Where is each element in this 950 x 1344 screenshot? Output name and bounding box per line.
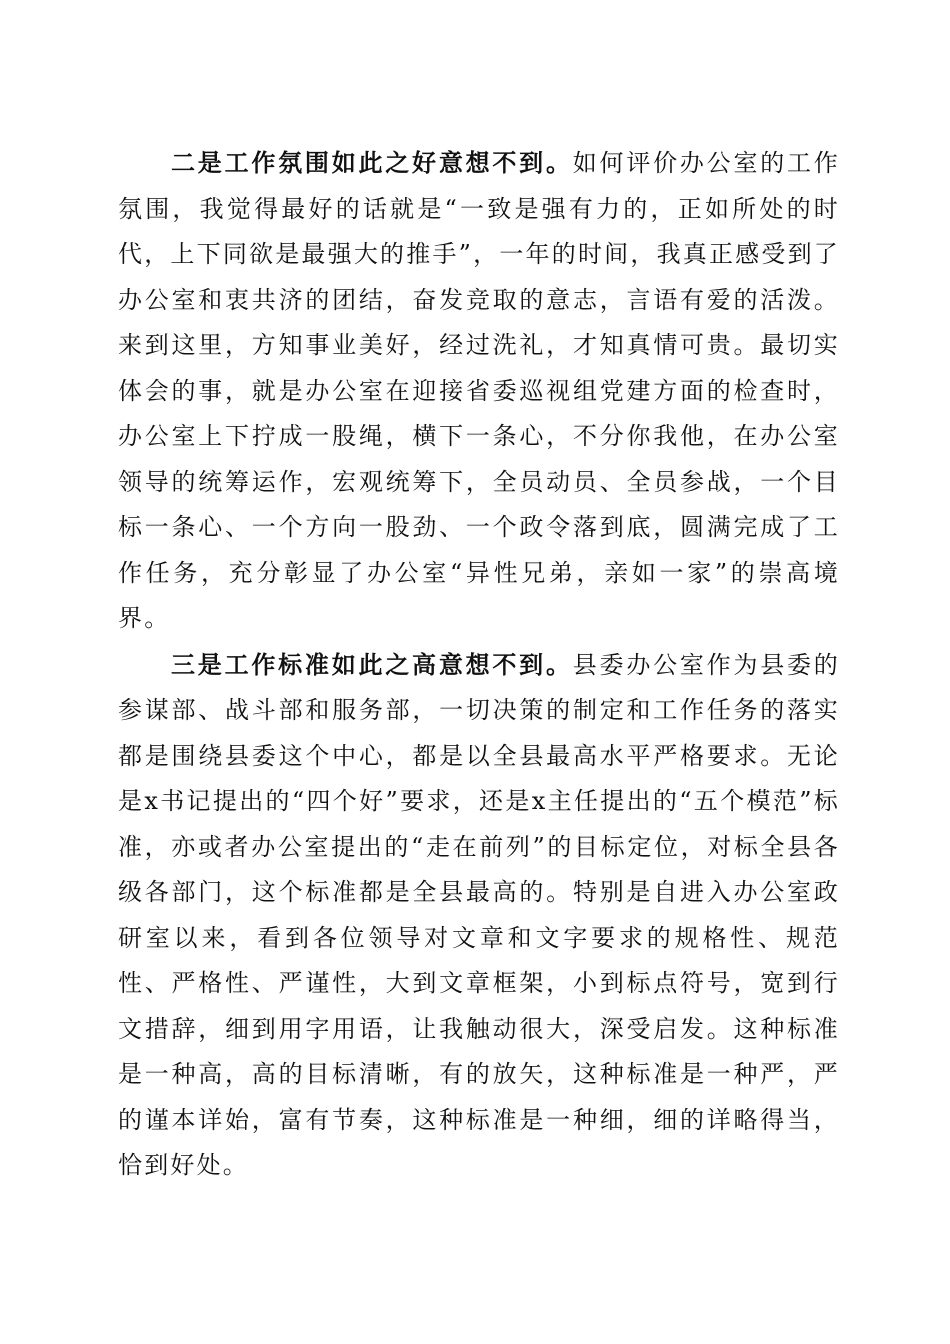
paragraph-body: 县委办公室作为县委的参谋部、战斗部和服务部，一切决策的制定和工作任务的落实都是围绕县委这个中心，都是以全县最高水平严格要求。无论是x书记提出的“四个好”要求，还是x主任提出的“五个模范”标准，亦或者办公室提出的“走在前列”的目标定位，对标全县各级各部门，这个标准都是全县最高的。特别是自进入办公室政研室以来，看到各位领导对文章和文字要求的规格性、规范性、严格性、严谨性，大到文章框架，小到标点符号，宽到行文措辞，细到用字用语，让我触动很大，深受启发。这种标准是一种高，高的目标清晰，有的放矢，这种标准是一种严，严的谨本详始，富有节奏，这种标准是一种细，细的详略得当，恰到好处。 bbox=[118, 650, 840, 1179]
paragraph-lead: 三是工作标准如此之高意想不到。 bbox=[171, 649, 573, 679]
paragraph-work-standard bbox=[118, 642, 840, 1189]
document-body bbox=[118, 140, 840, 1189]
paragraph-body: 如何评价办公室的工作氛围，我觉得最好的话就是“一致是强有力的，正如所处的时代，上下同欲是最强大的推手”，一年的时间，我真正感受到了办公室和衷共济的团结，奋发竞取的意志，言语有爱的活泼。来到这里，方知事业美好，经过洗礼，才知真情可贵。最切实体会的事，就是办公室在迎接省委巡视组党建方面的检查时，办公室上下拧成一股绳，横下一条心，不分你我他，在办公室领导的统筹运作，宏观统筹下，全员动员、全员参战，一个目标一条心、一个方向一股劲、一个政令落到底，圆满完成了工作任务，充分彰显了办公室“异性兄弟，亲如一家”的崇高境界。 bbox=[118, 149, 840, 632]
paragraph-work-atmosphere bbox=[118, 140, 840, 642]
paragraph-lead: 二是工作氛围如此之好意想不到。 bbox=[171, 148, 573, 177]
